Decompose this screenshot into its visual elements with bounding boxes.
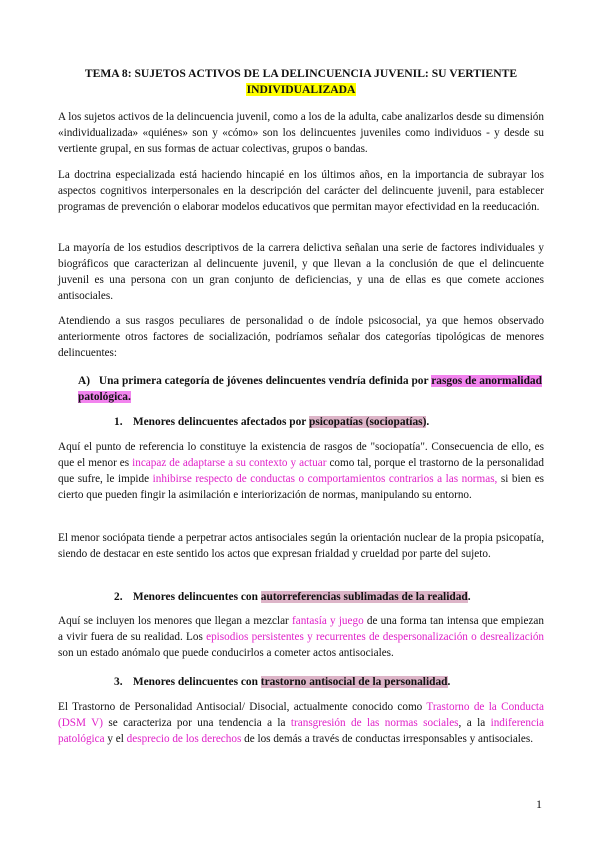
pink-text: indiferencia patológica — [58, 717, 545, 745]
title-line1: TEMA 8: SUJETOS ACTIVOS DE LA DELINCUENCIA JUVENIL: SU VERTIENTE — [84, 67, 518, 80]
item2-number: 2. — [114, 591, 123, 603]
item3-highlight: trastorno antisocial de la personalidad — [260, 676, 448, 688]
pink-text: incapaz de adaptarse a su contexto y actuar — [132, 457, 327, 469]
section-a-heading — [78, 373, 544, 405]
pink-text: episodios persistentes y recurrentes de despersonalización o desrealización — [206, 631, 545, 643]
item1-highlight: psicopatías (sociopatías) — [309, 416, 427, 428]
item3-number: 3. — [114, 676, 123, 688]
item1-number: 1. — [114, 416, 123, 428]
item1-text: Menores delincuentes afectados por — [132, 416, 307, 428]
paragraph-doctrine: La doctrina especializada está haciendo hincapié en los últimos años, en la importancia de subrayar los aspectos cognitivos interpersonales en la descripción del carácter del delincuente juvenil, para establecer programas de prevención o elaborar modelos educativos que permitan mayor efectividad en la reeducación. — [58, 169, 544, 213]
item3-text: Menores delincuentes con — [132, 676, 258, 688]
item3-heading — [114, 674, 450, 690]
page-number: 1 — [536, 797, 542, 811]
item2-highlight: autorreferencias sublimadas de la realidad — [260, 591, 468, 603]
item3-paragraph: El Trastorno de Personalidad Antisocial/ Disocial, actualmente conocido como Trastorno de la Conducta (DSM V) se caracteriza por una tendencia a la transgresión de las normas sociales, a la indiferencia patológica y el desprecio de los derechos de los demás a través de conductas irresponsables y antisociales. — [58, 701, 545, 745]
item1-suffix: . — [426, 416, 430, 428]
section-a-prefix: A) — [78, 375, 91, 387]
item2-heading — [114, 589, 471, 605]
paragraph-categories: Atendiendo a sus rasgos peculiares de personalidad o de índole psicosocial, ya que hemos observado anteriormente otros factores de socialización, podríamos señalar dos categorías tipológicas de menores delincuentes: — [58, 315, 544, 359]
pink-text: fantasía y juego — [292, 615, 364, 627]
item2-paragraph: Aquí se incluyen los menores que llegan a mezclar fantasía y juego de una forma tan intensa que empiezan a vivir fuera de su realidad. Los episodios persistentes y recurrentes de despersonalización o desrealización son un estado anómalo que puede conducirlos a cometer actos antisociales. — [58, 615, 545, 659]
item2-suffix: . — [467, 591, 471, 603]
paragraph-intro: A los sujetos activos de la delincuencia juvenil, como a los de la adulta, cabe analizarlos desde su dimensión «individualizada» «quiénes» son y «cómo» son los delincuentes juveniles como individuos - y desde su vertiente grupal, en sus formas de actuar colectivas, grupos o bandas. — [58, 111, 544, 155]
item1-heading — [114, 414, 429, 430]
pink-text: transgresión de las normas sociales — [290, 717, 459, 729]
section-a-text: Una primera categoría de jóvenes delincuentes vendría definida por — [98, 375, 429, 387]
pink-text: desprecio de los derechos — [126, 733, 242, 745]
section-a-highlight: rasgos de anormalidad patológica. — [78, 375, 542, 403]
title-line2-highlighted: INDIVIDUALIZADA — [246, 83, 356, 96]
page-title — [58, 66, 544, 98]
item1-paragraph2: El menor sociópata tiende a perpetrar actos antisociales según la orientación nuclear de la propia psicopatía, siendo de destacar en este sentido los actos que expresan frialdad y crueldad por parte del sujeto. — [58, 532, 544, 560]
item3-suffix: . — [447, 676, 451, 688]
pink-text: inhibirse respecto de conductas o comportamientos contrarios a las normas, — [152, 473, 498, 485]
paragraph-studies: La mayoría de los estudios descriptivos de la carrera delictiva señalan una serie de factores individuales y biográficos que caracterizan al delincuente juvenil, y que llevan a la conclusión de que el delincuente juvenil es una persona con un gran conjunto de deficiencias, y una de ellas es que comete acciones antisociales. — [58, 242, 544, 302]
item1-paragraph1: Aquí el punto de referencia lo constituye la existencia de rasgos de "sociopatía". Consecuencia de ello, es que el menor es incapaz de adaptarse a su contexto y actuar como tal, porque el trastorno de la personalidad que sufre, le impide inhibirse respecto de conductas o comportamientos contrarios a las normas, si bien es cierto que pueden fingir la asimilación e interiorización de normas, manipulando su entorno. — [58, 441, 545, 501]
item2-text: Menores delincuentes con — [132, 591, 258, 603]
pink-text: Trastorno de la Conducta (DSM V) — [58, 701, 544, 729]
